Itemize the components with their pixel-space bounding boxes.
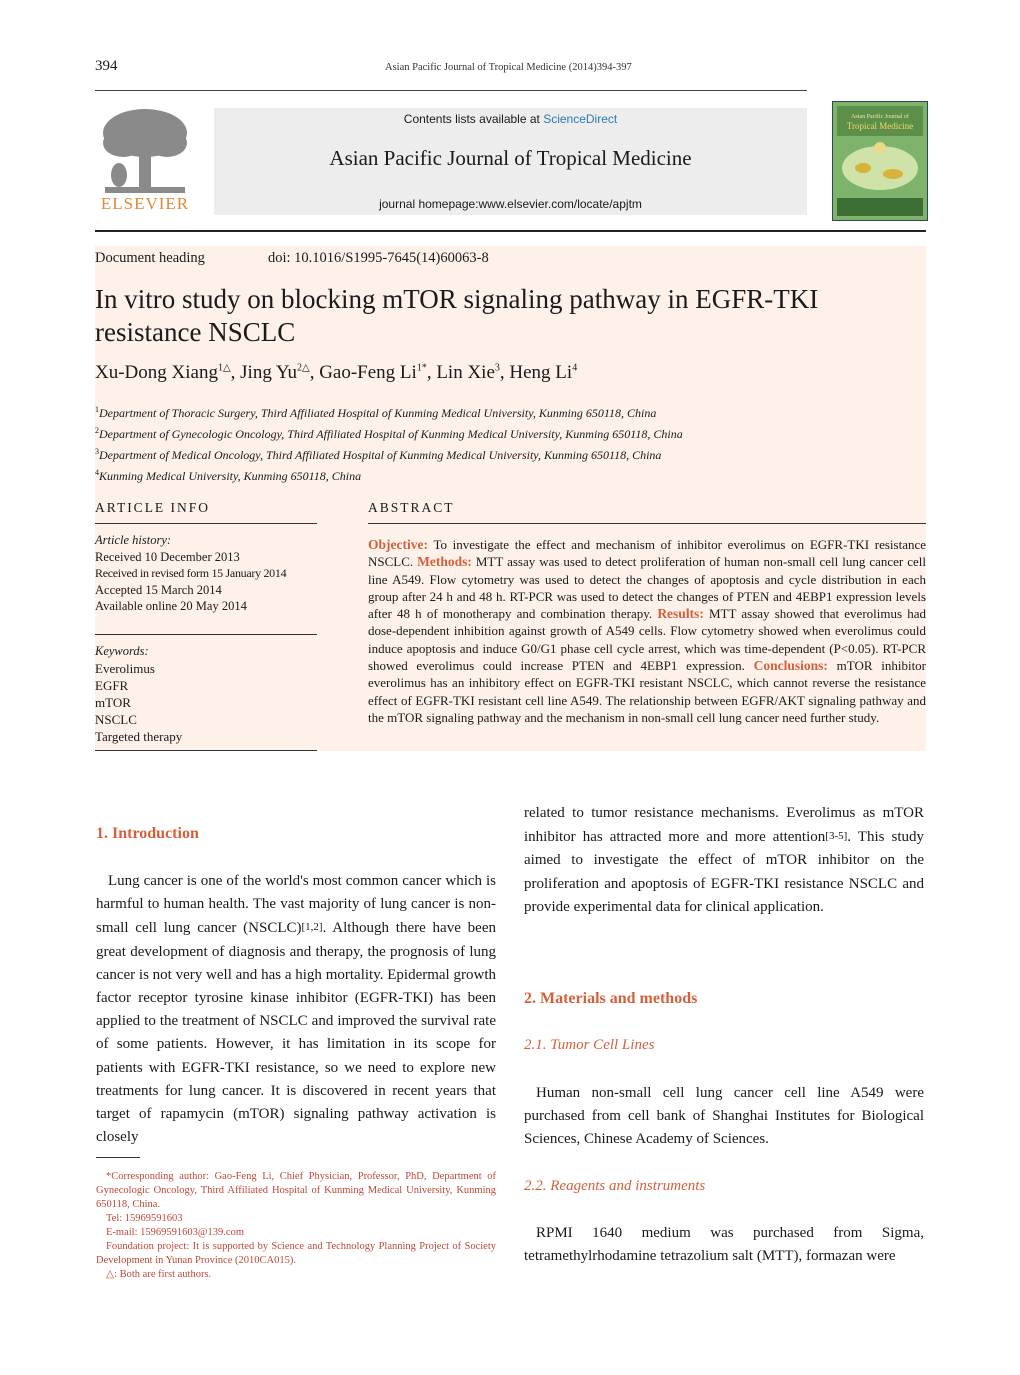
elsevier-logo [95,103,195,215]
author: Lin Xie [436,362,495,383]
footnotes [96,1170,496,1282]
objective-label: Objective: [368,537,428,552]
author-sup: 3 [494,362,500,374]
foundation-project: Foundation project: It is supported by Science and Technology Planning Project of Society Development in Yunan Province (2010CA015). [96,1241,496,1266]
footnote-rule [96,1157,140,1158]
telephone: Tel: 15969591603 [106,1213,183,1224]
results-text: MTT assay showed that everolimus had dose-dependent inhibition against growth of A549 cells. Flow cytometry showed when everolimus could induce apoptosis and induce G0/G1 phase cell cycle arrest, which was time-dependent (P<0.05). RT-PCR showed everolimus could increase PTEN and 4EBP1 expression. [368,606,926,674]
divider [368,523,926,524]
sciencedirect-link[interactable]: ScienceDirect [543,112,618,126]
doi[interactable]: doi: 10.1016/S1995-7645(14)60063-8 [268,250,489,266]
author-sup: 1* [416,362,427,374]
keyword: Targeted therapy [95,729,183,744]
cell-lines-paragraph: Human non-small cell lung cancer cell line A549 were purchased from cell bank of Shanghai Institutes for Biological Sciences, Chinese Academy of Sciences. [524,1085,924,1148]
affiliations [95,401,683,485]
article-history [95,532,286,615]
affiliation: $^2$Department of Gynecologic Oncology, Third Affiliated Hospital of Kunming Medical University, Kunming 650118, China [95,426,683,441]
subsection-heading: 2.2. Reagents and instruments [524,1178,706,1194]
methods-label: Methods: [417,554,472,570]
divider [95,634,317,635]
author: Gao-Feng Li [319,362,417,383]
document-heading: Document heading [95,250,205,266]
intro-heading: 1. Introduction [96,825,199,842]
journal-banner [214,108,807,215]
author-sup: 4 [572,362,578,374]
intro-paragraph: Lung cancer is one of the world's most common cancer which is harmful to human health. The vast majority of lung cancer is non-small cell lung cancer (NSCLC)[1,2]. Although there have been great development of diagnosis and therapy, the prognosis of lung cancer is not very well and has a high mortality. Epidermal growth factor receptor tyrosine kinase inhibitor (EGFR-TKI) has been applied to the treatment of NSCLC and improved the survival rate of some patients. However, it has limitation in its scope for patients with EGFR-TKI resistance, so we need to explore new treatments for lung cancer. It is discovered in recent years that target of rapamycin (mTOR) signaling pathway activation is closely [96,873,496,1146]
elsevier-wordmark: ELSEVIER [100,194,190,213]
article-title: In vitro study on blocking mTOR signaling pathway in EGFR-TKI resistance NSCLC [95,284,819,347]
author-sup: 2△ [297,362,310,374]
citation[interactable]: [3-5] [825,830,848,843]
contents-line [214,112,807,126]
first-authors-note: △: Both are first authors. [106,1269,212,1280]
abstract-heading: ABSTRACT [368,500,455,515]
svg-text:Tropical Medicine: Tropical Medicine [846,121,914,131]
history-item: Accepted 15 March 2014 [95,582,222,597]
keyword: NSCLC [95,712,137,727]
email[interactable]: E-mail: 15969591603@139.com [106,1227,244,1238]
affiliation: $^4$Kunming Medical University, Kunming 650118, China [95,468,362,483]
intro-paragraph-cont: related to tumor resistance mechanisms. Everolimus as mTOR inhibitor has attracted more and more attention[3-5]. This study aimed to investigate the effect of mTOR inhibitor on the proliferation and apoptosis of EGFR-TKI resistance NSCLC and provide experimental data for clinical application. [524,805,924,915]
author-list: Xu-Dong Xiang$^{1\triangle}$, Jing $Yu^{2\triangle}$, Gao-Feng $Li^{1*}$, Lin Xie$^3$, Heng Li$^4$ [95,362,578,383]
keywords [95,643,182,745]
author: Xu-Dong Xiang [95,362,218,383]
author: Heng Li [509,362,573,383]
author: Jing Yu [240,362,297,383]
history-item: Received 10 December 2013 [95,549,240,564]
reagents-paragraph: RPMI 1640 medium was purchased from Sigma, tetramethylrhodamine tetrazolium salt (MTT), formazan were [524,1225,924,1265]
affiliation: $^1$Department of Thoracic Surgery, Third Affiliated Hospital of Kunming Medical University, Kunming 650118, China [95,405,657,420]
keywords-label: Keywords: [95,644,149,658]
history-label: Article history: [95,533,172,547]
subsection-heading: 2.1. Tumor Cell Lines [524,1037,655,1053]
journal-homepage[interactable]: journal homepage:www.elsevier.com/locate/apjtm [379,197,642,211]
methods-text: MTT assay was used to detect proliferation of human non-small cell lung cancer cell line A549. Flow cytometry was used to detect the changes of apoptosis and cycle distribution in each group after 24 h and 48 h. RT-PCR was used to detect the changes of PTEN and 4EBP1 expression levels after 48 h of monotherapy and combination therapy. [368,554,926,622]
journal-title: Asian Pacific Journal of Tropical Medicine [329,146,692,170]
history-item: Received in revised form 15 January 2014 [95,566,287,580]
corresponding-author: *Corresponding author: Gao-Feng Li, Chief Physician, Professor, PhD, Department of Gynecologic Oncology, Third Affiliated Hospital of Kunming Medical University, Kunming 650118, China. [96,1171,496,1210]
results-label: Results: [657,606,704,622]
history-item: Available online 20 May 2014 [95,599,247,613]
citation[interactable]: [1,2] [301,921,323,934]
methods-heading: 2. Materials and methods [524,990,698,1007]
objective-text: To investigate the effect and mechanism of inhibitor everolimus on EGFR-TKI resistance NSCLC. [368,537,926,570]
contents-prefix: Contents lists available at [403,112,544,126]
author-sup: 1△ [217,362,231,374]
journal-cover-image [832,101,928,221]
keyword: Everolimus [95,661,155,676]
divider [95,523,317,524]
keyword: mTOR [95,695,131,710]
conclusions-label: Conclusions: [753,658,828,674]
svg-text:Asian Pacific Journal of: Asian Pacific Journal of [851,114,909,120]
header-rule [95,90,807,91]
article-info-heading: ARTICLE INFO [95,500,211,515]
affiliation: $^3$Department of Medical Oncology, Third Affiliated Hospital of Kunming Medical University, Kunming 650118, China [95,447,662,462]
abstract-text [368,536,926,726]
journal-reference: Asian Pacific Journal of Tropical Medicine (2014)394-397 [385,62,632,73]
masthead-rule [95,230,926,232]
divider [95,750,317,751]
conclusions-text: mTOR inhibitor everolimus has an inhibitory effect on EGFR-TKI resistant NSCLC, which cannot reverse the resistance effect of EGFR-TKI resistant cell line A549. The relationship between EGFR/AKT signaling pathway and the mTOR signaling pathway and the mechanism in non-small cell lung cancer need further study. [368,658,927,725]
page-number: 394 [95,58,118,74]
keyword: EGFR [95,678,129,693]
